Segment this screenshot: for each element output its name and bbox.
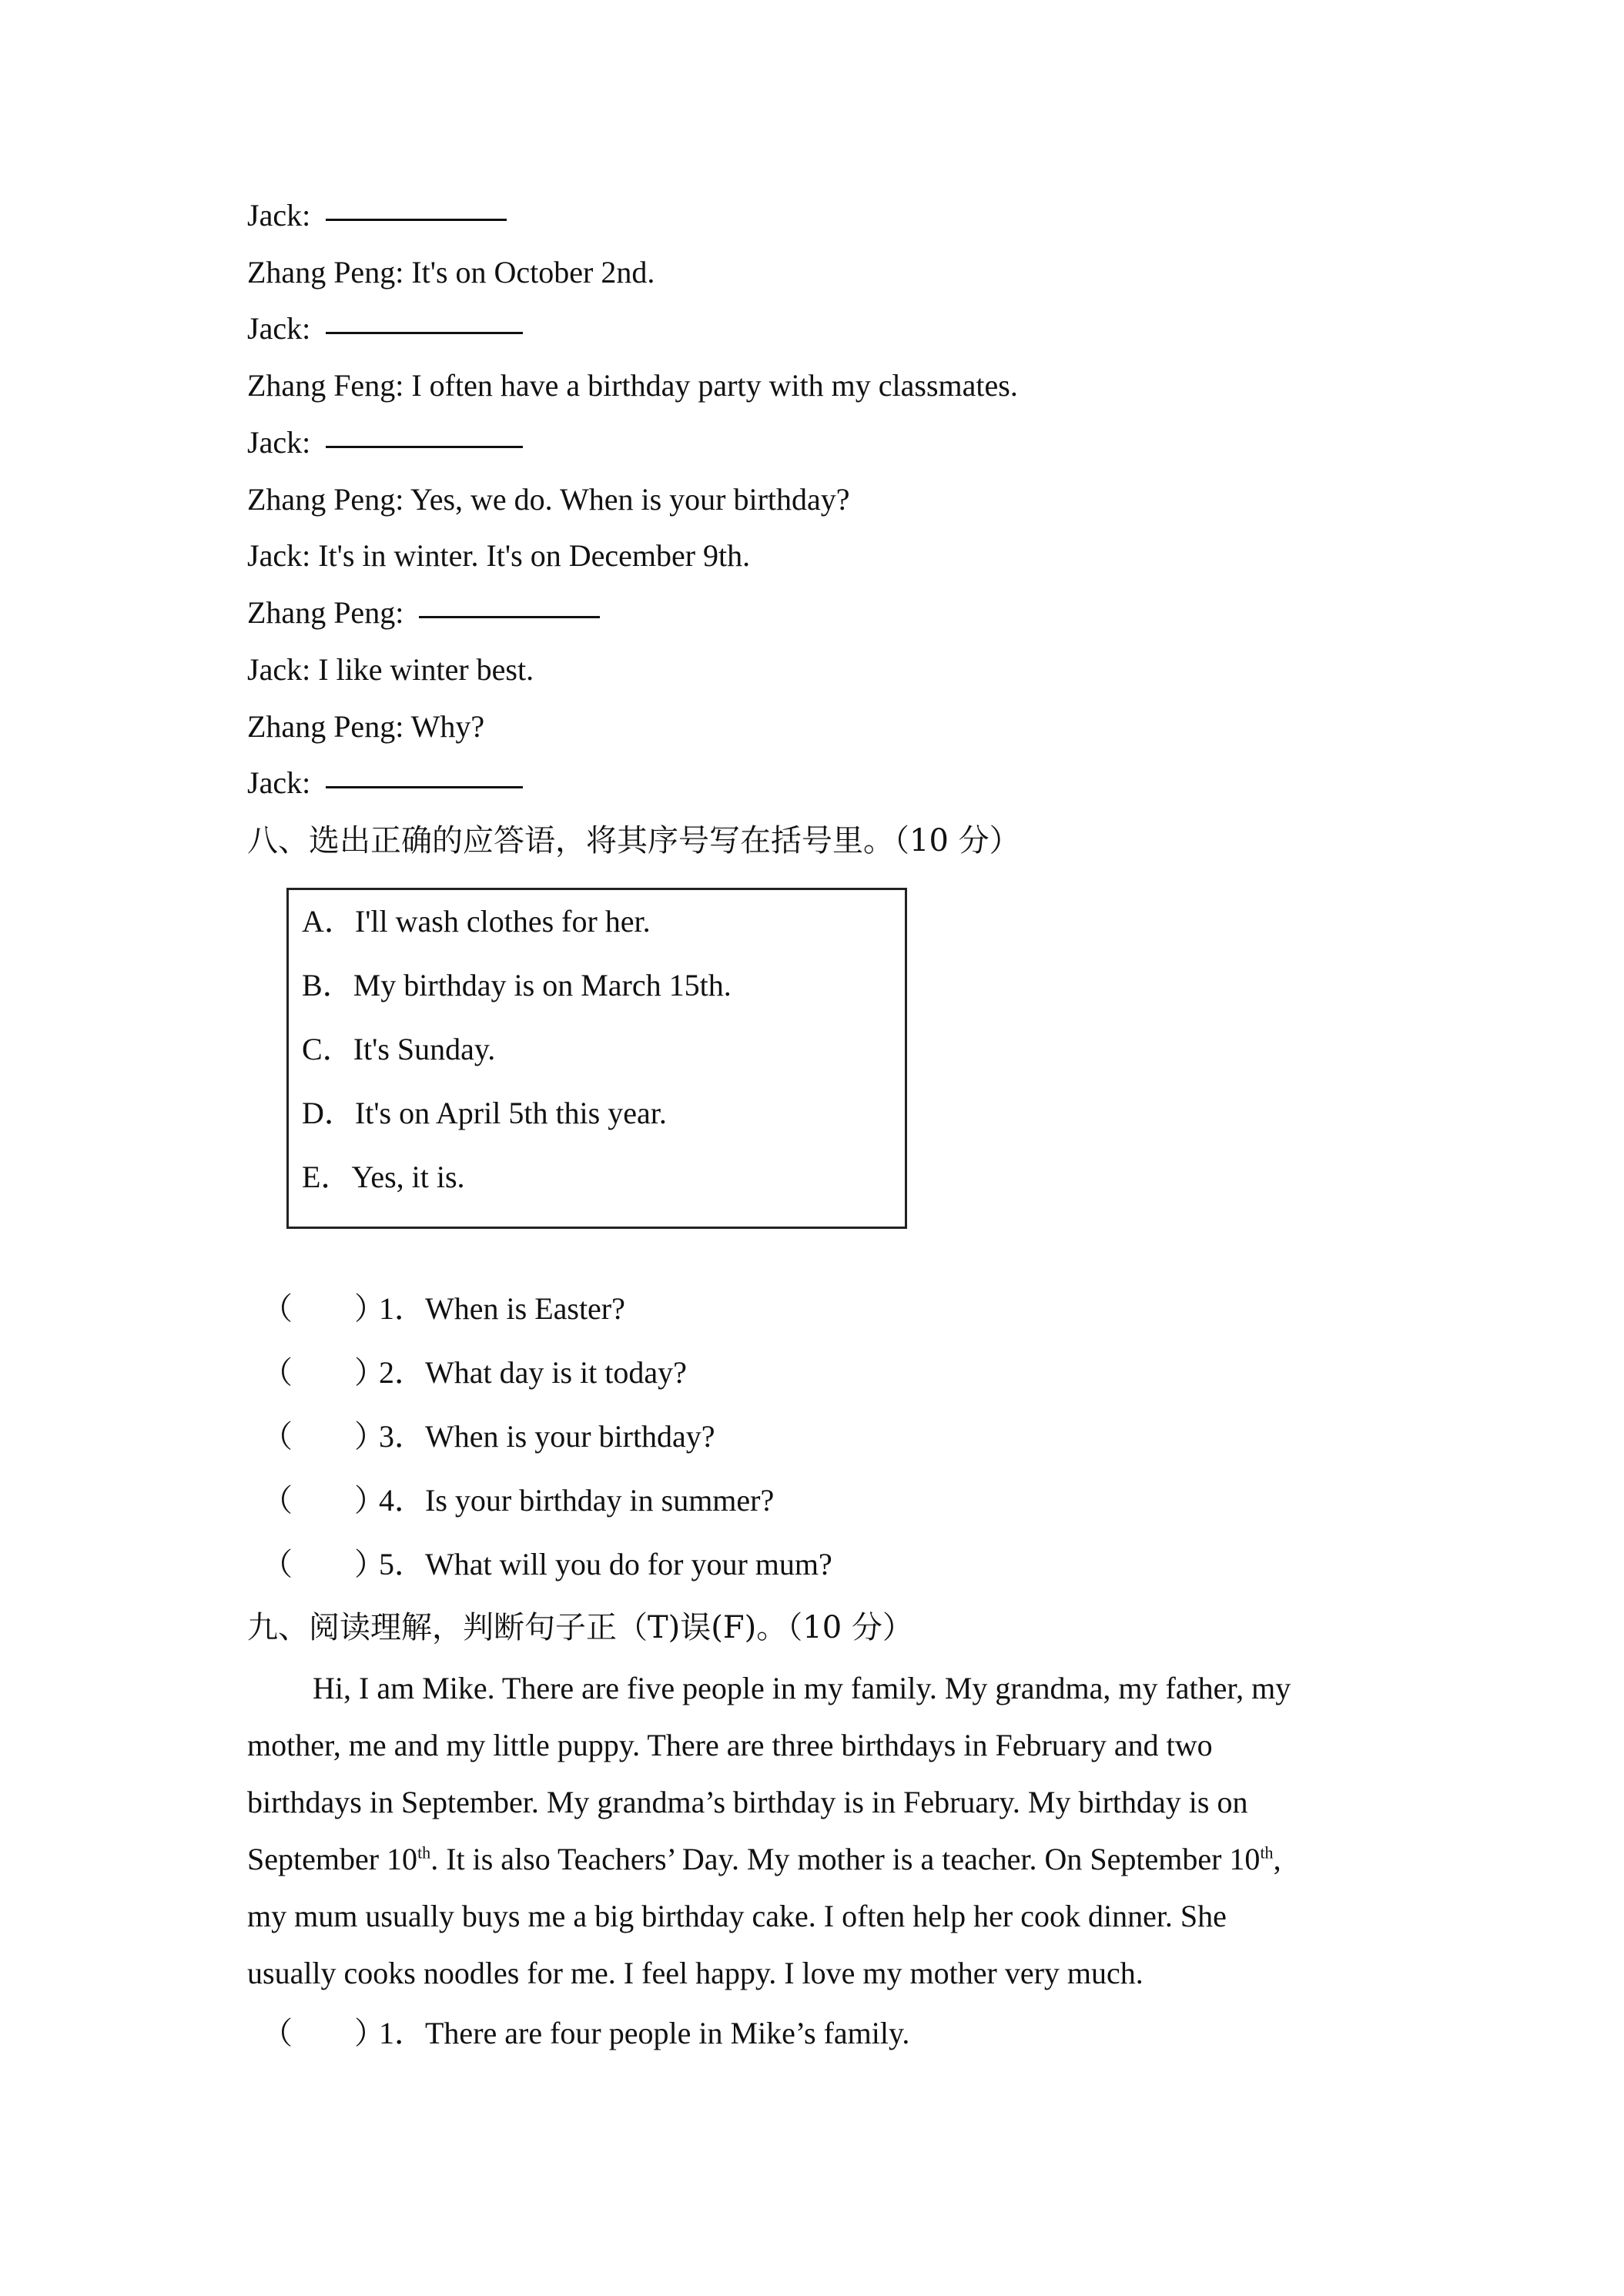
answer-parentheses[interactable]: （ ） — [262, 1355, 385, 1390]
answer-parentheses[interactable]: （ ） — [262, 1419, 385, 1454]
speaker: Jack: — [247, 538, 311, 573]
speaker: Zhang Feng: — [247, 368, 404, 403]
dialogue-line-3 — [247, 310, 523, 347]
speaker: Zhang Peng: — [247, 595, 404, 630]
option-e — [302, 1159, 465, 1196]
speaker: Jack: — [247, 311, 311, 346]
option-letter: E． — [302, 1160, 352, 1194]
passage-line-3: birthdays in September. My grandma’s birthday is in February. My birthday is on — [247, 1785, 1248, 1819]
question-number: 2． — [379, 1355, 425, 1390]
question-8-5 — [262, 1546, 832, 1583]
question-number: 1． — [379, 2016, 425, 2050]
question-text: What will you do for your mum? — [425, 1547, 832, 1581]
dialogue-line-10 — [247, 708, 484, 745]
speaker: Jack: — [247, 765, 311, 800]
dialogue-text: Why? — [410, 709, 485, 744]
question-8-3 — [262, 1418, 715, 1455]
answer-blank[interactable] — [326, 219, 507, 221]
question-8-1 — [262, 1290, 625, 1327]
speaker: Jack: — [247, 652, 311, 687]
question-text: When is Easter? — [425, 1291, 625, 1326]
question-8-4 — [262, 1482, 774, 1519]
answer-blank[interactable] — [326, 446, 523, 448]
passage-text: September 10 — [247, 1842, 418, 1876]
answer-blank[interactable] — [419, 616, 600, 618]
dialogue-text: I often have a birthday party with my classmates. — [411, 368, 1018, 403]
question-text: What day is it today? — [425, 1355, 687, 1390]
dialogue-line-11 — [247, 765, 523, 802]
question-number: 4． — [379, 1483, 425, 1518]
dialogue-line-7 — [247, 537, 750, 574]
dialogue-line-4 — [247, 367, 1018, 404]
section-9-heading: 九、阅读理解，判断句子正（T)误(F)。（10 分） — [247, 1610, 913, 1645]
passage-text: , — [1273, 1842, 1281, 1876]
passage-line-2: mother, me and my little puppy. There are three birthdays in February and two — [247, 1728, 1213, 1762]
ordinal-suffix: th — [417, 1842, 431, 1863]
option-letter: C． — [302, 1032, 353, 1066]
question-text: There are four people in Mike’s family. — [425, 2016, 910, 2050]
question-number: 5． — [379, 1547, 425, 1581]
ordinal-suffix: th — [1260, 1842, 1274, 1863]
option-text: It's Sunday. — [353, 1032, 496, 1066]
dialogue-text: It's in winter. It's on December 9th. — [318, 538, 751, 573]
speaker: Zhang Peng: — [247, 255, 404, 290]
speaker: Jack: — [247, 425, 311, 460]
option-d — [302, 1095, 667, 1132]
dialogue-text: It's on October 2nd. — [411, 255, 655, 290]
option-text: My birthday is on March 15th. — [353, 968, 732, 1002]
option-letter: A． — [302, 904, 355, 939]
option-b — [302, 967, 732, 1004]
option-letter: D． — [302, 1096, 355, 1130]
answer-parentheses[interactable]: （ ） — [262, 1547, 385, 1581]
dialogue-line-2 — [247, 254, 655, 291]
answer-parentheses[interactable]: （ ） — [262, 1291, 385, 1326]
dialogue-text: Yes, we do. When is your birthday? — [410, 482, 850, 517]
dialogue-text: I like winter best. — [318, 652, 534, 687]
question-8-2 — [262, 1354, 687, 1391]
passage-line-4 — [247, 1841, 1281, 1878]
dialogue-line-8 — [247, 594, 600, 631]
option-a — [302, 903, 651, 940]
passage-line-5: my mum usually buys me a big birthday cake. I often help her cook dinner. She — [247, 1899, 1227, 1933]
option-text: It's on April 5th this year. — [354, 1096, 667, 1130]
dialogue-line-9 — [247, 651, 534, 688]
question-number: 3． — [379, 1419, 425, 1454]
option-c — [302, 1031, 495, 1068]
answer-parentheses[interactable]: （ ） — [262, 1483, 385, 1518]
question-number: 1． — [379, 1291, 425, 1326]
dialogue-line-5 — [247, 424, 523, 461]
passage-text: . It is also Teachers’ Day. My mother is a teacher. On September 10 — [430, 1842, 1261, 1876]
question-9-1 — [262, 2015, 909, 2052]
passage-line-1: Hi, I am Mike. There are five people in my family. My grandma, my father, my — [313, 1671, 1291, 1705]
speaker: Zhang Peng: — [247, 709, 404, 744]
question-text: Is your birthday in summer? — [425, 1483, 775, 1518]
dialogue-line-1 — [247, 197, 507, 234]
answer-blank[interactable] — [326, 332, 523, 334]
question-text: When is your birthday? — [425, 1419, 715, 1454]
speaker: Jack: — [247, 198, 311, 233]
section-8-heading: 八、选出正确的应答语，将其序号写在括号里。（10 分） — [247, 823, 1020, 858]
speaker: Zhang Peng: — [247, 482, 404, 517]
answer-blank[interactable] — [326, 786, 523, 788]
passage-line-6: usually cooks noodles for me. I feel happy. I love my mother very much. — [247, 1956, 1143, 1990]
option-text: I'll wash clothes for her. — [354, 904, 651, 939]
dialogue-line-6 — [247, 481, 850, 518]
answer-parentheses[interactable]: （ ） — [262, 2016, 385, 2050]
option-text: Yes, it is. — [351, 1160, 465, 1194]
option-letter: B． — [302, 968, 353, 1002]
